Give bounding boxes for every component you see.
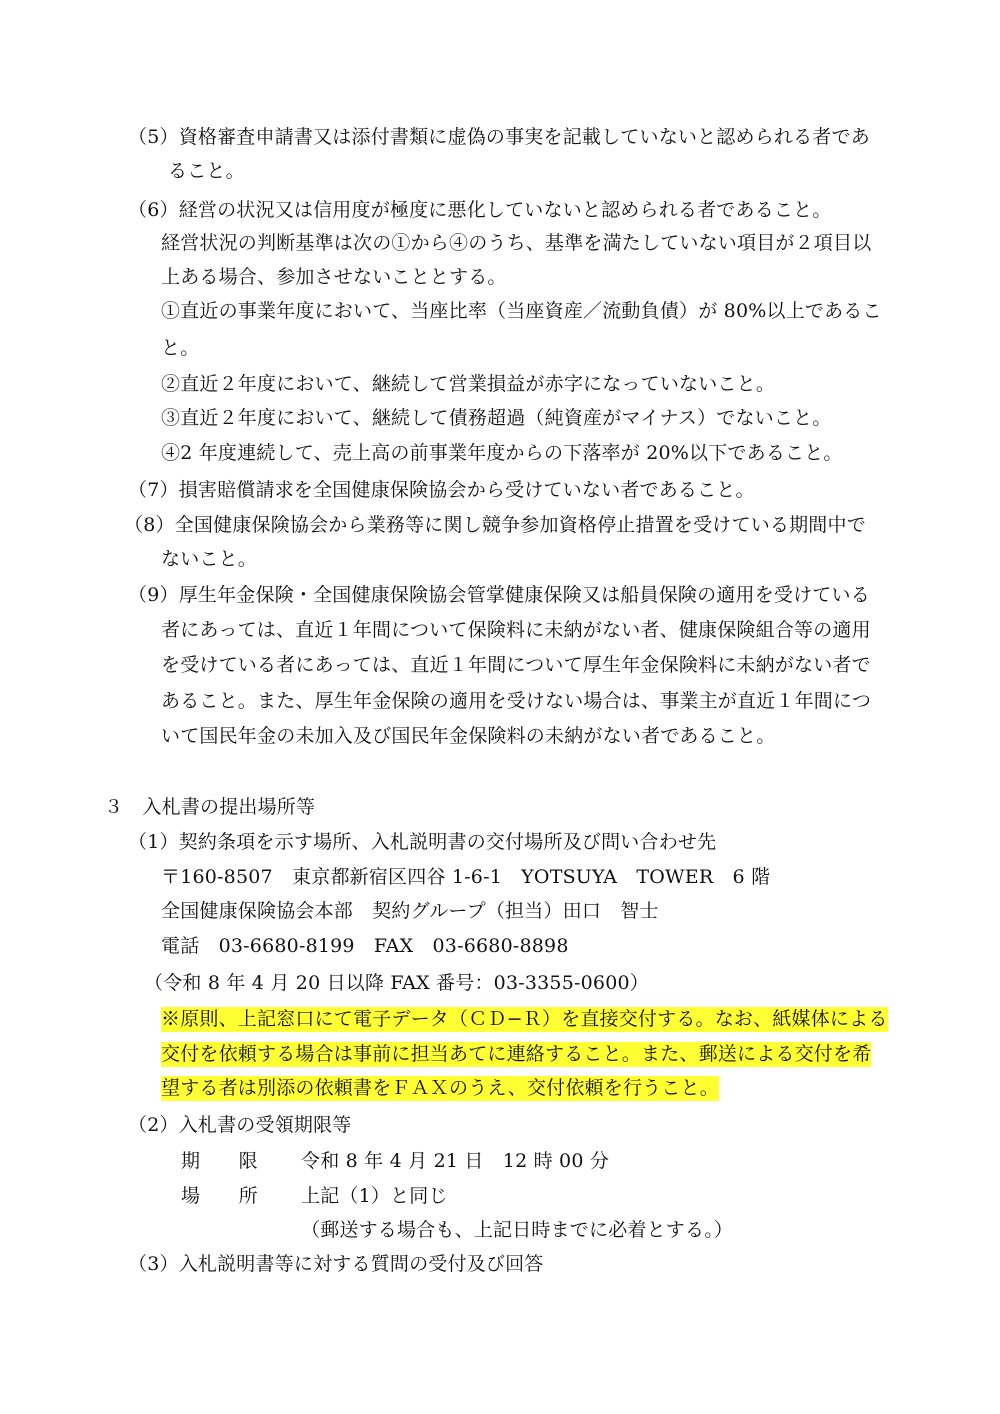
criterion-1-line-1: ①直近の事業年度において、当座比率（当座資産／流動負債）が 80%以上であるこ xyxy=(161,300,882,322)
phone-fax: 電話 03-6680-8199 FAX 03-6680-8898 xyxy=(161,935,569,957)
section-3-heading: ３ 入札書の提出場所等 xyxy=(104,796,316,818)
section-3-1-heading: （1）契約条項を示す場所、入札説明書の交付場所及び問い合わせ先 xyxy=(128,831,717,853)
criterion-3: ③直近２年度において、継続して債務超過（純資産がマイナス）でないこと。 xyxy=(161,407,832,429)
criterion-2: ②直近２年度において、継続して営業損益が赤字になっていないこと。 xyxy=(161,373,776,395)
notice-line-2 xyxy=(161,1039,871,1069)
notice-highlight-2: 交付を依頼する場合は事前に担当あてに連絡すること。また、郵送による交付を希 xyxy=(161,1043,872,1065)
address: 〒160-8507 東京都新宿区四谷 1-6-1 YOTSUYA TOWER 6 階 xyxy=(161,866,771,888)
notice-line-1 xyxy=(161,1004,888,1034)
criterion-1-line-2: と。 xyxy=(161,337,200,359)
place-value: 上記（1）と同じ xyxy=(301,1185,448,1207)
deadline-label: 期 限 xyxy=(181,1150,258,1172)
item-9-line-5: いて国民年金の未加入及び国民年金保険料の未納がない者であること。 xyxy=(161,725,776,747)
item-6-criteria-line-1: 経営状況の判断基準は次の①から④のうち、基準を満たしていない項目が２項目以 xyxy=(161,232,872,254)
item-6-line-1: （6）経営の状況又は信用度が極度に悪化していないと認められる者であること。 xyxy=(128,199,832,221)
item-6-criteria-line-2: 上ある場合、参加させないこととする。 xyxy=(161,266,507,288)
item-9-line-4: あること。また、厚生年金保険の適用を受けない場合は、事業主が直近１年間につ xyxy=(161,690,872,712)
item-9-line-1: （9）厚生年金保険・全国健康保険協会管掌健康保険又は船員保険の適用を受けている xyxy=(128,584,870,606)
item-7-line-1: （7）損害賠償請求を全国健康保険協会から受けていない者であること。 xyxy=(128,479,755,501)
place-note: （郵送する場合も、上記日時までに必着とする。） xyxy=(301,1219,734,1241)
criterion-4: ④2 年度連続して、売上高の前事業年度からの下落率が 20%以下であること。 xyxy=(161,442,843,464)
place-label: 場 所 xyxy=(181,1185,258,1207)
item-9-line-2: 者にあっては、直近１年間について保険料に未納がない者、健康保険組合等の適用 xyxy=(161,619,871,641)
item-9-line-3: を受けている者にあっては、直近１年間について厚生年金保険料に未納がない者で xyxy=(161,654,871,676)
deadline-value: 令和 8 年 4 月 21 日 12 時 00 分 xyxy=(301,1150,610,1172)
section-3-2-heading: （2）入札書の受領期限等 xyxy=(128,1114,352,1136)
item-5-line-1: （5）資格審査申請書又は添付書類に虚偽の事実を記載していないと認められる者であ xyxy=(128,126,870,148)
item-5-line-2: ること。 xyxy=(168,160,245,182)
fax-change-note: （令和 8 年 4 月 20 日以降 FAX 番号：03-3355-0600） xyxy=(144,972,649,994)
notice-highlight-1: ※原則、上記窓口にて電子データ（ＣＤ−Ｒ）を直接交付する。なお、紙媒体による xyxy=(161,1008,888,1030)
section-3-3-heading: （3）入札説明書等に対する質問の受付及び回答 xyxy=(128,1253,544,1275)
notice-highlight-3: 望する者は別添の依頼書をＦＡＸのうえ、交付依頼を行うこと。 xyxy=(161,1077,719,1099)
item-8-line-1: （8）全国健康保険協会から業務等に関し競争参加資格停止措置を受けている期間中で xyxy=(124,514,866,536)
contact-person: 全国健康保険協会本部 契約グループ（担当）田口 智士 xyxy=(161,900,659,922)
notice-line-3 xyxy=(161,1073,719,1103)
item-8-line-2: ないこと。 xyxy=(161,548,258,570)
